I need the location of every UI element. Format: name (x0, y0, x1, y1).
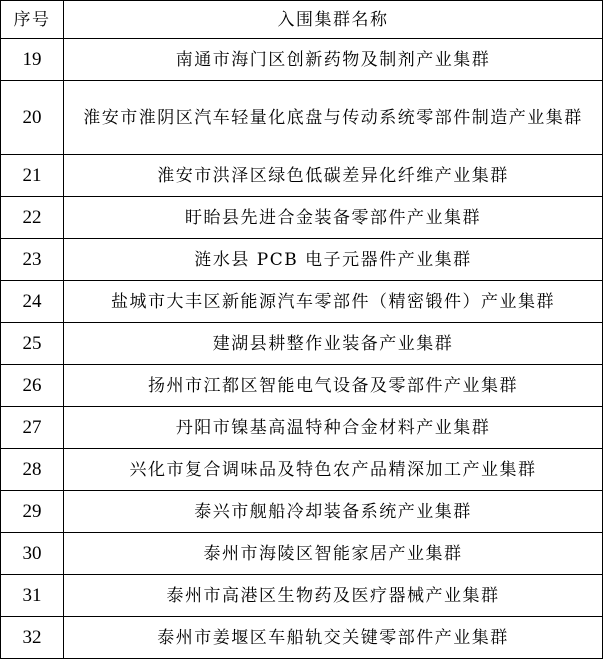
row-name: 扬州市江都区智能电气设备及零部件产业集群 (64, 365, 603, 407)
row-index: 24 (1, 281, 64, 323)
row-name: 淮安市洪泽区绿色低碳差异化纤维产业集群 (64, 155, 603, 197)
table-row (1, 449, 603, 491)
row-index: 23 (1, 239, 64, 281)
table-row (1, 323, 603, 365)
row-name: 南通市海门区创新药物及制剂产业集群 (64, 39, 603, 81)
row-name: 盱眙县先进合金装备零部件产业集群 (64, 197, 603, 239)
row-index: 29 (1, 491, 64, 533)
row-index: 20 (1, 81, 64, 155)
row-name: 泰州市海陵区智能家居产业集群 (64, 533, 603, 575)
row-name: 淮安市淮阴区汽车轻量化底盘与传动系统零部件制造产业集群 (64, 81, 603, 155)
row-name: 涟水县 PCB 电子元器件产业集群 (64, 239, 603, 281)
row-name: 丹阳市镍基高温特种合金材料产业集群 (64, 407, 603, 449)
row-index: 31 (1, 575, 64, 617)
row-index: 27 (1, 407, 64, 449)
table-row (1, 617, 603, 659)
row-name: 建湖县耕整作业装备产业集群 (64, 323, 603, 365)
row-name: 泰兴市舰船冷却装备系统产业集群 (64, 491, 603, 533)
table-row (1, 39, 603, 81)
table-row (1, 407, 603, 449)
row-name: 盐城市大丰区新能源汽车零部件（精密锻件）产业集群 (64, 281, 603, 323)
row-index: 30 (1, 533, 64, 575)
row-index: 25 (1, 323, 64, 365)
row-index: 28 (1, 449, 64, 491)
table-row (1, 575, 603, 617)
header-name: 入围集群名称 (64, 1, 603, 39)
row-name: 泰州市高港区生物药及医疗器械产业集群 (64, 575, 603, 617)
row-index: 26 (1, 365, 64, 407)
table-row (1, 197, 603, 239)
row-index: 19 (1, 39, 64, 81)
table-row (1, 239, 603, 281)
table-row (1, 155, 603, 197)
header-index: 序号 (1, 1, 64, 39)
table-row (1, 81, 603, 155)
table-row (1, 491, 603, 533)
row-index: 21 (1, 155, 64, 197)
row-index: 22 (1, 197, 64, 239)
table-row (1, 533, 603, 575)
table-row (1, 281, 603, 323)
row-name: 泰州市姜堰区车船轨交关键零部件产业集群 (64, 617, 603, 659)
row-index: 32 (1, 617, 64, 659)
row-name: 兴化市复合调味品及特色农产品精深加工产业集群 (64, 449, 603, 491)
table-header-row (1, 1, 603, 39)
table-row (1, 365, 603, 407)
